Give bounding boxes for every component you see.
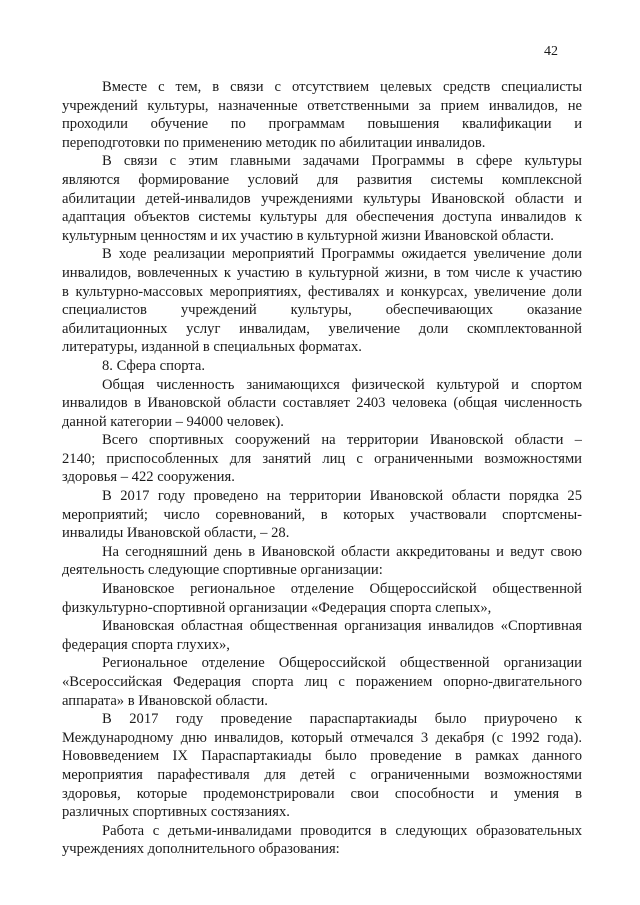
text-line: Ивановское региональное отделение Общероссийской общественной — [102, 581, 582, 598]
paragraph — [62, 487, 582, 543]
text-line: 8. Сфера спорта. — [102, 357, 206, 374]
text-line: здоровья – 422 сооружения. — [62, 469, 235, 486]
text-line: учреждений культуры, назначенные ответственными за прием инвалидов, не — [62, 97, 582, 114]
text-line: деятельность следующие спортивные организации: — [62, 562, 383, 579]
text-line: В связи с этим главными задачами Программы в сфере культуры — [102, 153, 582, 170]
text-line: Ивановская областная общественная организация инвалидов «Спортивная — [102, 618, 582, 635]
text-line: абилитации детей-инвалидов учреждениями культуры Ивановской области и — [62, 190, 582, 207]
text-line: «Всероссийская Федерация спорта лиц с поражением опорно-двигательного — [62, 674, 582, 690]
paragraph — [62, 152, 582, 245]
paragraph — [62, 710, 582, 822]
text-line: В ходе реализации мероприятий Программы ожидается увеличение доли — [102, 246, 582, 263]
paragraph — [62, 580, 582, 617]
text-line: адаптация объектов системы культуры для обеспечения доступа инвалидов к — [62, 209, 582, 226]
text-line: Общая численность занимающихся физической культурой и спортом — [102, 376, 582, 393]
paragraph — [62, 245, 582, 357]
text-line: различных спортивных состязаниях. — [62, 804, 290, 821]
text-line: культурным ценностям и их участию в культурной жизни Ивановской области. — [62, 227, 554, 244]
text-line: литературы, изданной в специальных форматах. — [62, 339, 362, 356]
text-line: Всего спортивных сооружений на территории Ивановской области – — [102, 432, 582, 449]
text-line: мероприятий; число соревнований, в которых участвовали спортсмены- — [62, 506, 582, 523]
text-line: Работа с детьми-инвалидами проводится в следующих образовательных — [102, 822, 582, 839]
page-number: 42 — [544, 44, 558, 59]
text-line: На сегодняшний день в Ивановской области аккредитованы и ведут свою — [102, 543, 582, 560]
text-line: здоровья, которые продемонстрировали свои способности и умения в — [62, 785, 582, 802]
paragraph — [62, 78, 582, 152]
text-line: Нововведением IX Параспартакиады было проведение в рамках данного — [62, 748, 582, 765]
text-line: проходили обучение по программам повышения квалификации и — [62, 116, 582, 133]
text-line: Региональное отделение Общероссийской общественной организации — [102, 655, 582, 672]
paragraph — [62, 822, 582, 859]
text-line: инвалиды Ивановской области, – 28. — [62, 525, 290, 542]
text-line: мероприятия парафестиваля для детей с ограниченными возможностями — [62, 766, 582, 783]
text-line: аппарата» в Ивановской области. — [62, 692, 268, 709]
text-line: физкультурно-спортивной организации «Федерация спорта слепых», — [62, 599, 492, 616]
text-line: инвалидов, вовлеченных к участию в культурной жизни, в том числе к участию — [62, 264, 582, 281]
document-body — [62, 78, 582, 859]
text-line: переподготовки по применению методик по абилитации инвалидов. — [62, 134, 486, 151]
text-line: 2140; приспособленных для занятий лиц с ограниченными возможностями — [62, 450, 582, 467]
text-line: инвалидов в Ивановской области составляет 2403 человека (общая численность — [62, 395, 582, 412]
paragraph — [62, 617, 582, 654]
text-line: Вместе с тем, в связи с отсутствием целевых средств специалисты — [102, 79, 582, 95]
text-line: учреждениях дополнительного образования: — [62, 841, 340, 858]
paragraph — [62, 357, 582, 376]
text-line: специалистов учреждений культуры, обеспечивающих оказание — [62, 302, 582, 319]
text-line: федерация спорта глухих», — [62, 636, 230, 653]
text-line: Международному дню инвалидов, который отмечался 3 декабря (с 1992 года). — [62, 729, 582, 746]
text-line: В 2017 году проведение параспартакиады было приурочено к — [102, 711, 582, 728]
paragraph — [62, 431, 582, 487]
paragraph — [62, 654, 582, 710]
text-line: являются формирование условий для развития системы комплексной — [62, 171, 582, 188]
paragraph — [62, 376, 582, 432]
text-line: В 2017 году проведено на территории Ивановской области порядка 25 — [102, 488, 582, 505]
text-line: данной категории – 94000 человек). — [62, 413, 284, 430]
text-line: абилитационных услуг инвалидам, увеличение доли скомплектованной — [62, 320, 582, 337]
text-line: в культурно-массовых мероприятиях, фестивалях и конкурсах, увеличение доли — [62, 283, 582, 300]
paragraph — [62, 543, 582, 580]
